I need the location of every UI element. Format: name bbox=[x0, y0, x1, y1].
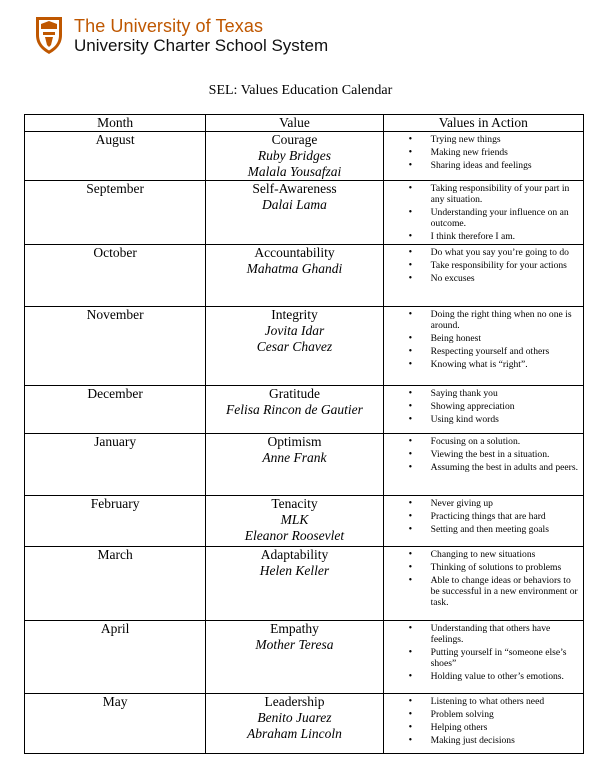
action-list bbox=[384, 547, 583, 608]
role-model-name: Anne Frank bbox=[262, 450, 327, 465]
table-row bbox=[25, 181, 584, 245]
value-cell bbox=[206, 496, 383, 547]
role-model-name: MLK bbox=[280, 512, 309, 527]
action-item: • Never giving up bbox=[386, 498, 581, 509]
action-item: • Assuming the best in adults and peers. bbox=[386, 462, 581, 473]
value-cell bbox=[206, 434, 383, 496]
value-cell bbox=[206, 132, 383, 181]
action-list bbox=[384, 434, 583, 473]
column-header-month: Month bbox=[25, 115, 206, 132]
action-item: • Doing the right thing when no one is around. bbox=[386, 309, 581, 331]
action-list bbox=[384, 694, 583, 746]
table-row bbox=[25, 434, 584, 496]
role-model-name: Felisa Rincon de Gautier bbox=[226, 402, 363, 417]
value-cell bbox=[206, 245, 383, 307]
table-row bbox=[25, 132, 584, 181]
action-item: • Knowing what is “right”. bbox=[386, 359, 581, 370]
table-row bbox=[25, 621, 584, 694]
action-item: • Take responsibility for your actions bbox=[386, 260, 581, 271]
action-item: • Using kind words bbox=[386, 414, 581, 425]
action-item: • Able to change ideas or behaviors to be successful in a new environment or task. bbox=[386, 575, 581, 608]
values-in-action-cell bbox=[383, 434, 583, 496]
role-model-name: Mother Teresa bbox=[255, 637, 334, 652]
role-model-name: Jovita Idar bbox=[264, 323, 325, 338]
table-row bbox=[25, 245, 584, 307]
values-in-action-cell bbox=[383, 307, 583, 386]
action-item: • Putting yourself in “someone else’s shoes” bbox=[386, 647, 581, 669]
action-item: • Do what you say you’re going to do bbox=[386, 247, 581, 258]
value-name: Accountability bbox=[254, 245, 335, 260]
action-item: • Sharing ideas and feelings bbox=[386, 160, 581, 171]
month-cell: March bbox=[25, 547, 206, 621]
action-item: • Changing to new situations bbox=[386, 549, 581, 560]
value-name: Leadership bbox=[264, 694, 325, 709]
role-model-name: Malala Yousafzai bbox=[247, 164, 342, 179]
value-name: Courage bbox=[271, 132, 318, 147]
action-item: • I think therefore I am. bbox=[386, 231, 581, 242]
action-item: • Viewing the best in a situation. bbox=[386, 449, 581, 460]
values-in-action-cell bbox=[383, 496, 583, 547]
action-item: • Focusing on a solution. bbox=[386, 436, 581, 447]
values-calendar-table bbox=[24, 114, 584, 754]
letterhead bbox=[34, 12, 328, 58]
action-list bbox=[384, 621, 583, 682]
action-item: • Understanding that others have feelings. bbox=[386, 623, 581, 645]
action-list bbox=[384, 307, 583, 370]
value-name: Optimism bbox=[267, 434, 322, 449]
column-header-values-in-action: Values in Action bbox=[383, 115, 583, 132]
value-cell bbox=[206, 547, 383, 621]
value-name: Self-Awareness bbox=[252, 181, 337, 196]
role-model-name: Dalai Lama bbox=[262, 197, 327, 212]
document-title: SEL: Values Education Calendar bbox=[208, 83, 393, 98]
values-in-action-cell bbox=[383, 694, 583, 754]
action-list bbox=[384, 386, 583, 425]
action-item: • Problem solving bbox=[386, 709, 581, 720]
month-cell: May bbox=[25, 694, 206, 754]
value-cell bbox=[206, 694, 383, 754]
action-item: • Helping others bbox=[386, 722, 581, 733]
values-in-action-cell bbox=[383, 547, 583, 621]
role-model-name: Mahatma Ghandi bbox=[246, 261, 343, 276]
action-item: • Trying new things bbox=[386, 134, 581, 145]
month-cell: January bbox=[25, 434, 206, 496]
action-item: • Showing appreciation bbox=[386, 401, 581, 412]
value-name: Integrity bbox=[271, 307, 318, 322]
month-cell: February bbox=[25, 496, 206, 547]
value-name: Tenacity bbox=[271, 496, 318, 511]
role-model-name: Helen Keller bbox=[259, 563, 330, 578]
table-row bbox=[25, 386, 584, 434]
table-row bbox=[25, 694, 584, 754]
table-header-row bbox=[25, 115, 584, 132]
column-header-value: Value bbox=[206, 115, 383, 132]
action-item: • No excuses bbox=[386, 273, 581, 284]
role-model-name: Cesar Chavez bbox=[256, 339, 333, 354]
table-row bbox=[25, 307, 584, 386]
value-cell bbox=[206, 307, 383, 386]
action-item: • Understanding your influence on an outcome. bbox=[386, 207, 581, 229]
action-item: • Saying thank you bbox=[386, 388, 581, 399]
values-in-action-cell bbox=[383, 621, 583, 694]
action-item: • Making new friends bbox=[386, 147, 581, 158]
values-in-action-cell bbox=[383, 245, 583, 307]
value-name: Gratitude bbox=[268, 386, 320, 401]
values-in-action-cell bbox=[383, 132, 583, 181]
university-name: The University of Texas bbox=[74, 15, 264, 36]
action-item: • Being honest bbox=[386, 333, 581, 344]
action-item: • Taking responsibility of your part in any situation. bbox=[386, 183, 581, 205]
value-cell bbox=[206, 621, 383, 694]
role-model-name: Abraham Lincoln bbox=[247, 726, 342, 741]
action-item: • Setting and then meeting goals bbox=[386, 524, 581, 535]
value-cell bbox=[206, 181, 383, 245]
action-item: • Thinking of solutions to problems bbox=[386, 562, 581, 573]
action-item: • Listening to what others need bbox=[386, 696, 581, 707]
value-name: Adaptability bbox=[260, 547, 329, 562]
values-in-action-cell bbox=[383, 181, 583, 245]
action-list bbox=[384, 132, 583, 171]
month-cell: September bbox=[25, 181, 206, 245]
role-model-name: Eleanor Roosevlet bbox=[244, 528, 345, 543]
action-item: • Respecting yourself and others bbox=[386, 346, 581, 357]
role-model-name: Benito Juarez bbox=[257, 710, 332, 725]
month-cell: November bbox=[25, 307, 206, 386]
table-row bbox=[25, 547, 584, 621]
month-cell: October bbox=[25, 245, 206, 307]
role-model-name: Ruby Bridges bbox=[257, 148, 332, 163]
action-list bbox=[384, 245, 583, 284]
action-list bbox=[384, 181, 583, 242]
month-cell: August bbox=[25, 132, 206, 181]
action-item: • Practicing things that are hard bbox=[386, 511, 581, 522]
value-name: Empathy bbox=[270, 621, 319, 636]
value-cell bbox=[206, 386, 383, 434]
ut-seal-icon bbox=[34, 15, 64, 55]
action-item: • Making just decisions bbox=[386, 735, 581, 746]
table-row bbox=[25, 496, 584, 547]
month-cell: December bbox=[25, 386, 206, 434]
action-item: • Holding value to other’s emotions. bbox=[386, 671, 581, 682]
values-in-action-cell bbox=[383, 386, 583, 434]
school-system-name: University Charter School System bbox=[74, 35, 329, 55]
action-list bbox=[384, 496, 583, 535]
month-cell: April bbox=[25, 621, 206, 694]
